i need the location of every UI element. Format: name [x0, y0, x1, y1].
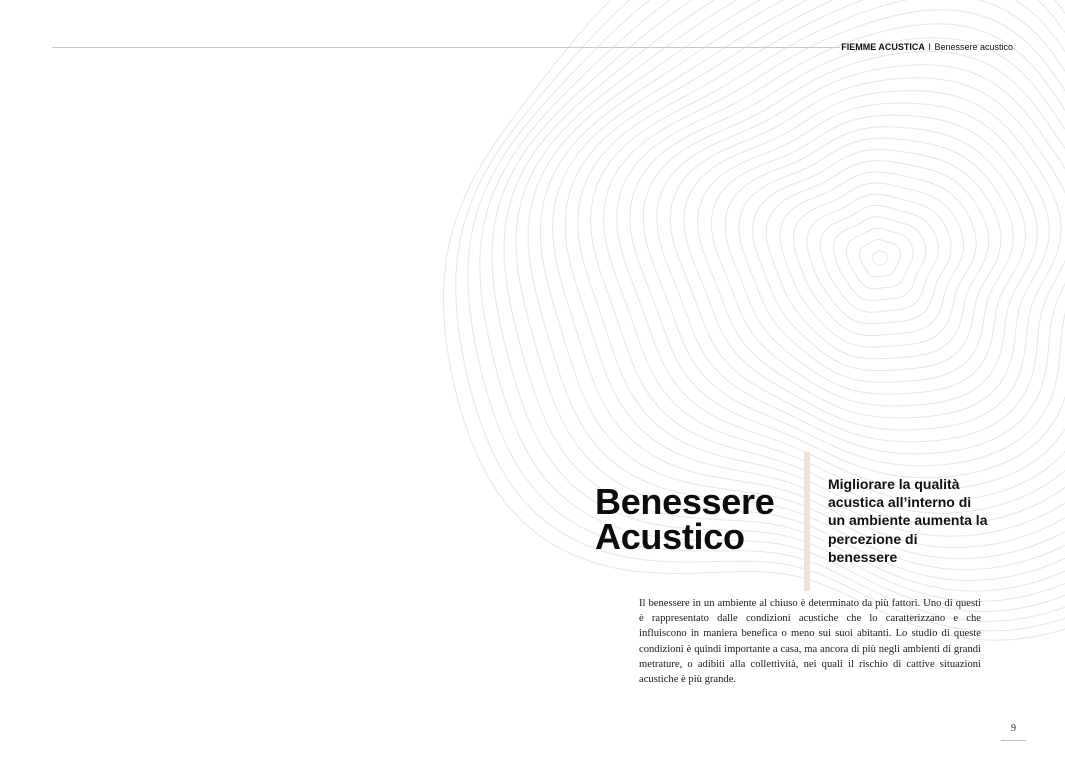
topo-contour-line	[780, 172, 976, 347]
page-number-rule	[1001, 740, 1026, 741]
topo-contour-line	[630, 38, 1065, 478]
topo-contour-line	[684, 91, 1061, 430]
topo-contour-line	[643, 51, 1065, 466]
page-title	[595, 481, 775, 557]
topo-contour-line	[604, 10, 1065, 502]
page-number: 9	[1011, 723, 1016, 734]
topo-contour-line	[565, 0, 1065, 536]
topo-contour-line	[670, 78, 1065, 442]
topo-contour-line	[725, 127, 1025, 394]
page-title-line-1: Benessere	[595, 481, 775, 522]
topo-contour-line	[711, 115, 1037, 406]
subtitle: Migliorare la qualità acustica all’interno di un ambiente aumenta la percezione di benessere	[828, 476, 988, 565]
topo-contour-line	[591, 0, 1065, 513]
topo-contour-line	[860, 240, 901, 278]
topo-contour-line	[834, 217, 926, 301]
topo-contour-line	[617, 24, 1065, 490]
topo-contour-line	[847, 228, 914, 289]
topo-contour-line	[739, 138, 1013, 382]
topo-contour-line	[794, 183, 964, 336]
topo-contour-line	[820, 205, 938, 312]
page-title-line-2: Acustico	[595, 516, 745, 557]
topo-contour-line	[872, 251, 887, 265]
topo-contour-line	[578, 0, 1065, 525]
header-separator: I	[928, 42, 931, 52]
header-rule	[52, 47, 840, 48]
body-paragraph: Il benessere in un ambiente al chiuso è determinato da più fattori. Uno di questi è rappresentato dalle condizioni acustiche che lo caratterizzano e che influiscono in maniera benefica o meno sui suoi abitanti. Lo studio di queste condizioni è quindi importante a casa, ma ancora di più negli ambienti di grandi metrature, o adibiti alla collettività, nei quali il rischio di cattive situazioni acustiche è più grande.	[639, 598, 981, 686]
topo-contour-line	[766, 161, 988, 359]
running-header	[841, 42, 1013, 53]
accent-bar	[804, 452, 810, 591]
topo-contour-line	[753, 150, 1001, 371]
header-section: Benessere acustico	[934, 42, 1013, 52]
header-brand: FIEMME ACUSTICA	[841, 42, 925, 52]
topo-contour-line	[807, 194, 951, 324]
topo-contour-line	[657, 65, 1065, 454]
topo-contour-line	[698, 103, 1050, 418]
